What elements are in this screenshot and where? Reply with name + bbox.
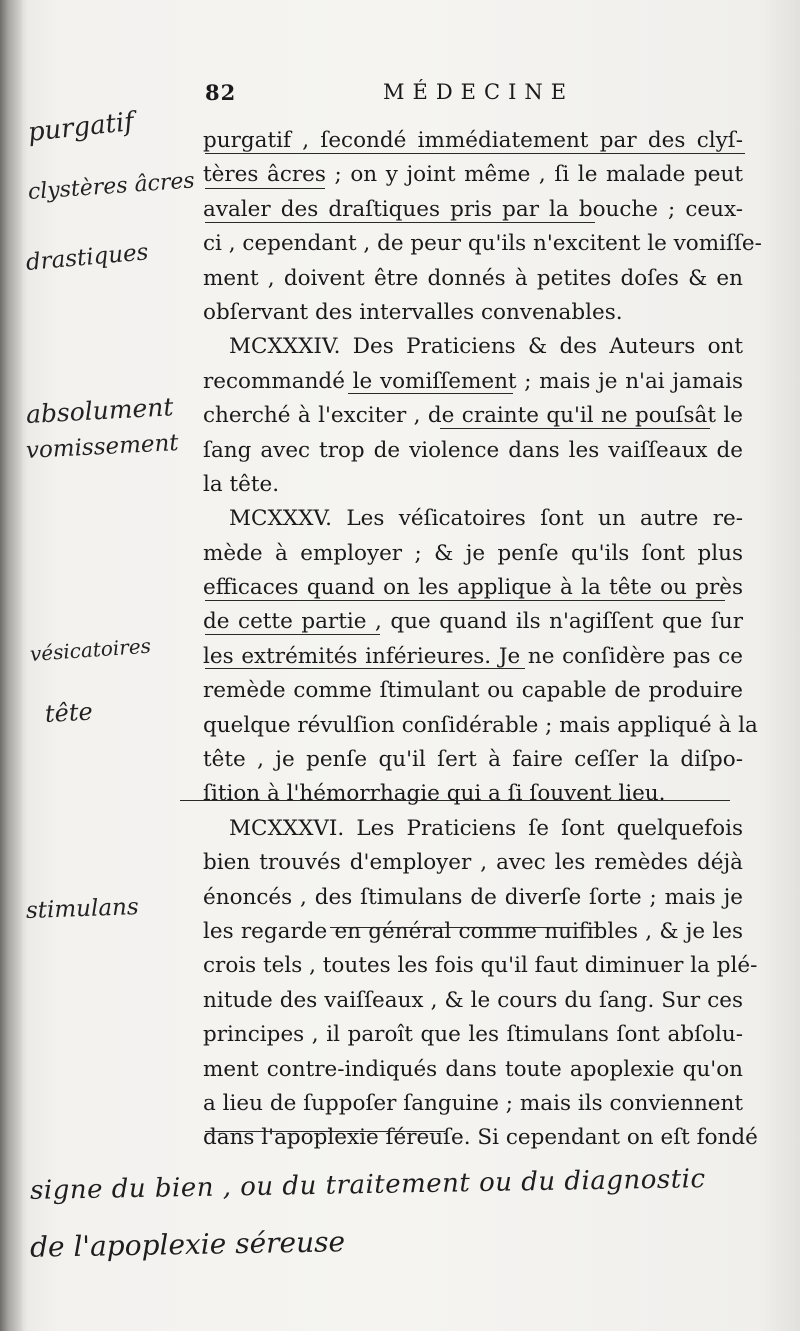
- text-line: les extrémités inférieures. Je ne conſidère pas ce: [203, 643, 743, 669]
- text-line: bien trouvés d'employer , avec les remèdes déjà: [203, 850, 743, 876]
- margin-note: stimulans: [25, 894, 140, 924]
- text-line: efficaces quand on les applique à la tête ou près: [203, 575, 743, 601]
- margin-note: tête: [44, 697, 94, 728]
- handwritten-underline: [348, 393, 513, 394]
- text-line: tête , je penſe qu'il ſert à faire ceſſer la diſpo-: [203, 747, 743, 773]
- paragraph-start: MCXXXIV. Des Praticiens & des Auteurs ont: [229, 334, 743, 360]
- text-line: nitude des vaiſſeaux , & le cours du ſang. Sur ces: [203, 987, 743, 1013]
- paragraph-start: MCXXXV. Les véſicatoires ſont un autre re-: [229, 506, 743, 532]
- text-line: remède comme ſtimulant ou capable de produire: [203, 678, 743, 704]
- body-text: [203, 124, 762, 1156]
- bottom-handwritten-note: de l'apoplexie séreuse: [29, 1225, 346, 1264]
- handwritten-underline: [205, 600, 725, 601]
- text-line: recommandé le vomiſſement ; mais je n'ai jamais: [203, 368, 743, 394]
- handwritten-underline: [205, 1131, 445, 1132]
- handwritten-underline: [180, 800, 730, 801]
- text-line: dans l'apoplexie ſéreuſe. Si cependant on eſt fondé: [203, 1125, 758, 1151]
- text-line: ment contre-indiqués dans toute apoplexie qu'on: [203, 1056, 743, 1082]
- text-line: ci , cependant , de peur qu'ils n'excitent le vomiſſe-: [203, 231, 762, 257]
- text-line: quelque révulſion conſidérable ; mais appliqué à la: [203, 712, 758, 738]
- paragraph-start: MCXXXVI. Les Praticiens ſe ſont quelquefois: [229, 815, 743, 841]
- margin-note: vésicatoires: [29, 633, 152, 666]
- text-line: avaler des draſtiques pris par la bouche ; ceux-: [203, 196, 743, 222]
- text-line: purgatif , ſecondé immédiatement par des clyſ-: [203, 128, 743, 153]
- page-header: [205, 80, 745, 116]
- text-line: ſition à l'hémorrhagie qui a ſi ſouvent lieu.: [203, 781, 666, 807]
- text-line: mède à employer ; & je penſe qu'ils ſont plus: [203, 540, 743, 566]
- bottom-handwritten-note: signe du bien , ou du traitement ou du diagnostic: [29, 1164, 706, 1206]
- page-number: 82: [205, 80, 237, 105]
- handwritten-underline: [205, 188, 325, 189]
- text-line: crois tels , toutes les fois qu'il faut diminuer la plé-: [203, 953, 758, 979]
- text-line: les regarde en général comme nuiſibles , & je les: [203, 918, 743, 944]
- text-line: tères âcres ; on y joint même , ſi le malade peut: [203, 162, 743, 188]
- margin-note: clystères âcres: [27, 168, 196, 205]
- text-line: la tête.: [203, 471, 280, 497]
- margin-note: drastiques: [24, 239, 150, 276]
- margin-note: vomissement: [25, 430, 180, 464]
- text-line: obſervant des intervalles convenables.: [203, 299, 623, 325]
- handwritten-underline: [330, 927, 600, 928]
- handwritten-underline: [205, 634, 380, 635]
- text-line: ment , doivent être donnés à petites doſes & en: [203, 265, 743, 291]
- text-line: a lieu de ſuppoſer ſanguine ; mais ils conviennent: [203, 1090, 743, 1116]
- handwritten-underline: [205, 153, 745, 154]
- text-line: ſang avec trop de violence dans les vaiſſeaux de: [203, 437, 743, 463]
- text-line: cherché à l'exciter , de crainte qu'il ne pouſsât le: [203, 403, 743, 429]
- text-line: de cette partie , que quand ils n'agiſſent que ſur: [203, 609, 743, 635]
- handwritten-underline: [205, 222, 595, 223]
- margin-note: purgatif: [26, 106, 136, 148]
- handwritten-underline: [440, 428, 710, 429]
- text-line: énoncés , des ſtimulans de diverſe ſorte ; mais je: [203, 884, 743, 910]
- handwritten-underline: [205, 668, 525, 669]
- book-spine: [0, 0, 22, 1331]
- running-title: MÉDECINE: [383, 80, 575, 104]
- margin-note: absolument: [25, 392, 175, 429]
- text-line: principes , il paroît que les ſtimulans ſont abſolu-: [203, 1022, 743, 1048]
